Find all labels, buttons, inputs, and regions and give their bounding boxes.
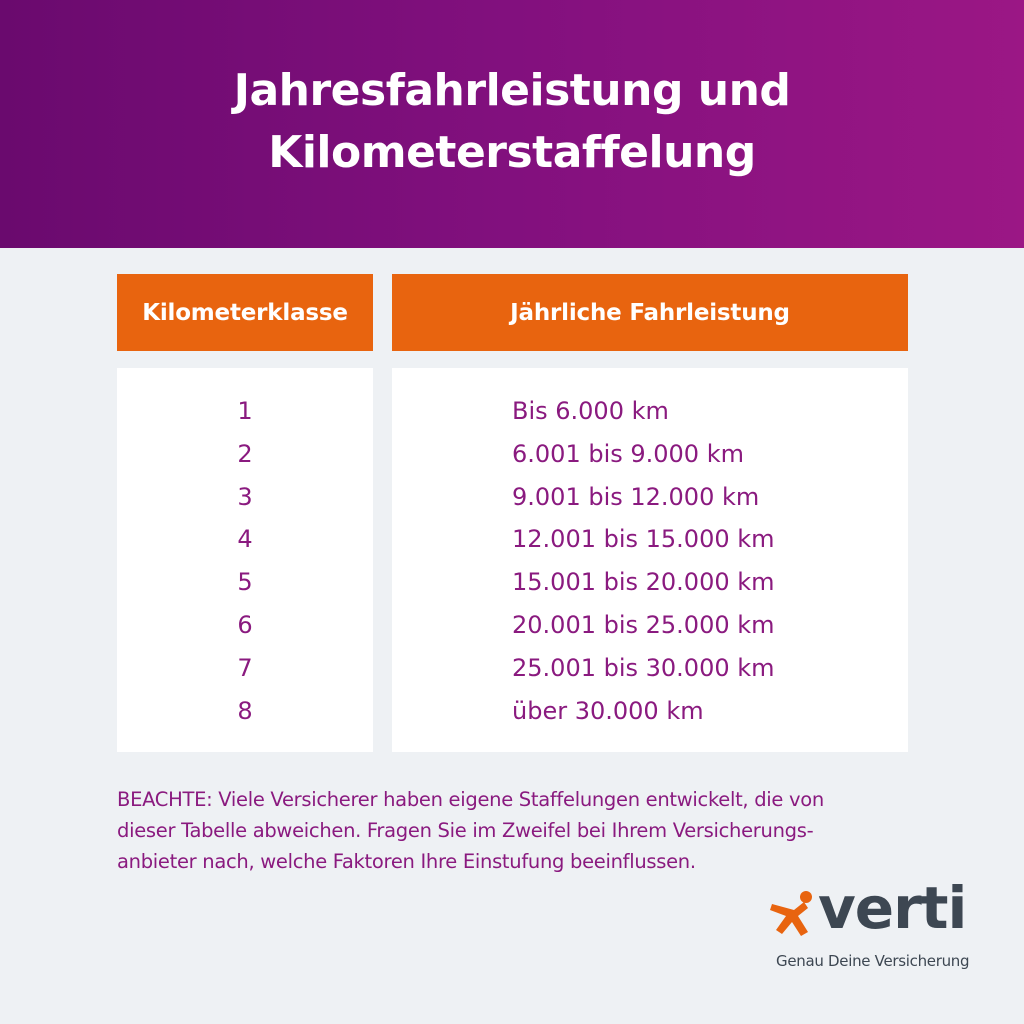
disclaimer-note: [117, 784, 907, 877]
klasse-cell: 8: [237, 696, 253, 725]
star-figure-icon: [768, 888, 820, 940]
note-line-2: dieser Tabelle abweichen. Fragen Sie im Zweifel bei Ihrem Versicherungs-: [117, 819, 814, 842]
fahrleistung-cell: 6.001 bis 9.000 km: [512, 439, 744, 468]
note-line-1: BEACHTE: Viele Versicherer haben eigene Staffelungen entwickelt, die von: [117, 788, 824, 811]
title-line-1: Jahresfahrleistung und: [233, 65, 791, 116]
column-header-kilometerklasse: Kilometerklasse: [117, 274, 373, 351]
fahrleistung-cell: über 30.000 km: [512, 696, 704, 725]
klasse-cell: 6: [237, 610, 253, 639]
fahrleistung-cell: Bis 6.000 km: [512, 397, 669, 425]
note-line-3: anbieter nach, welche Faktoren Ihre Einstufung beeinflussen.: [117, 850, 696, 873]
fahrleistung-cell: 25.001 bis 30.000 km: [512, 653, 775, 682]
page-title: [234, 60, 791, 184]
header-banner: [0, 0, 1024, 248]
logo-tagline: Genau Deine Versicherung: [776, 952, 970, 970]
klasse-cell: 7: [237, 653, 253, 682]
logo-wordmark: verti: [818, 874, 967, 942]
klasse-column: [117, 390, 373, 732]
fahrleistung-cell: 12.001 bis 15.000 km: [512, 525, 775, 554]
verti-logo: [768, 874, 970, 980]
title-line-2: Kilometerstaffelung: [268, 127, 756, 178]
fahrleistung-cell: 9.001 bis 12.000 km: [512, 482, 760, 511]
klasse-cell: 1: [237, 397, 253, 425]
fahrleistung-cell: 15.001 bis 20.000 km: [512, 568, 775, 597]
klasse-cell: 5: [237, 568, 253, 597]
klasse-cell: 3: [237, 482, 253, 511]
fahrleistung-cell: 20.001 bis 25.000 km: [512, 610, 775, 639]
fahrleistung-column: [512, 390, 902, 732]
klasse-cell: 2: [237, 439, 253, 468]
column-header-fahrleistung: Jährliche Fahrleistung: [392, 274, 908, 351]
klasse-cell: 4: [237, 525, 253, 554]
